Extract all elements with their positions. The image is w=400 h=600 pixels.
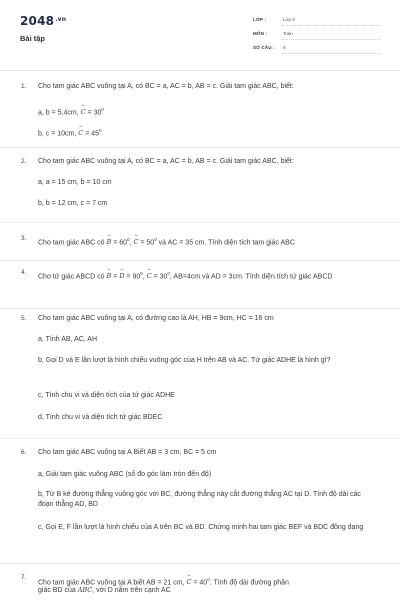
question-3: 3. Cho tam giác ABC có ^ $B = 60^0$, ^ $C = 50^0$ và AC = 35 cm. Tính diện tích tam giác ABC: [0, 223, 400, 261]
question-text: Cho tam giác ABC vuông tại A Biết AB = 3 cm, BC = 5 cm: [38, 449, 217, 456]
page-title: Bài tập: [20, 34, 46, 43]
question-6: 6. Cho tam giác ABC vuông tại A Biết AB = 3 cm, BC = 5 cm a, Giải tam giác vuông ABC (số đo góc làm tròn đến độ) b, Từ B kẻ đường thẳng vuông góc với BC, đường thẳng này cắt đường thẳng AC tại D. Tính độ dài các đoạn thẳng AD, BD c, Gọi E, F lần lượt là hình chiếu của A trên BC và BD. Chứng minh hai tam giác BEF và BDC đồng dạng: [0, 439, 400, 564]
question-text: Cho tam giác ABC vuông tại A, có BC = a, AC = b, AB = c. Giải tam giác ABC, biết:: [38, 158, 294, 165]
question-text: Cho tam giác ABC có ^ $B = 60^0$, ^ $C = 50^0$ và AC = 35 cm. Tính diện tích tam giác ABC: [38, 235, 295, 248]
question-part-d: d, Tính chu vi và diện tích tứ giác BDEC: [38, 414, 163, 421]
question-part-b: b, b = 12 cm, c = 7 cm: [38, 200, 108, 207]
question-4: 4. Cho tứ giác ABCD có ^ B = ^ $D = 90^0$, ^ $C = 30^0$, AB=4cm và AD = 3cm. Tính diện tích tứ giác ABCD: [0, 261, 400, 309]
page-header: [0, 0, 400, 62]
question-part-b: b, c = 10cm, ^ $C = 45^0$: [38, 126, 102, 139]
question-7: 7. Cho tam giác ABC vuông tại A biết AB = 21 cm, ^ $C = 40^0$. Tính độ dài đường phân giác BD của ABC, với D nằm trên cạnh AC: [0, 564, 400, 600]
question-part-c: c, Tính chu vi và diện tích của tứ giác ADHE: [38, 392, 175, 399]
question-text: Cho tứ giác ABCD có ^ B = ^ $D = 90^0$, ^ $C = 30^0$, AB=4cm và AD = 3cm. Tính diện tích tứ giác ABCD: [38, 269, 378, 282]
question-text: Cho tam giác ABC vuông tại A, có BC = a, AC = b, AB = c. Giải tam giác ABC, biết:: [38, 83, 294, 90]
question-part-a: a, a = 15 cm, b = 10 cm: [38, 179, 112, 186]
question-part-c: c, Gọi E, F lần lượt là hình chiếu của A trên BC và BD. Chứng minh hai tam giác BEF và BDC đồng dạng: [38, 524, 364, 531]
question-part-b: b, Gọi D và E lần lượt là hình chiếu vuông góc của H trên AB và AC. Tứ giác ADHE là hình gì?: [38, 357, 331, 364]
question-1: 1. Cho tam giác ABC vuông tại A, có BC = a, AC = b, AB = c. Giải tam giác ABC, biết: a, b = 5,4cm, ^ $C = 30^0$ b, c = 10cm, ^ $C = 45^0$: [0, 71, 400, 148]
question-text-line-2: giác BD của ABC, với D nằm trên cạnh AC: [38, 586, 171, 594]
question-part-a: a, b = 5,4cm, ^ $C = 30^0$: [38, 105, 104, 118]
meta-question-count: SỐ CÂU : 9: [253, 45, 380, 54]
question-text: Cho tam giác ABC vuông tại A, có đường cao là AH, HB = 9cm, HC = 16 cm: [38, 315, 274, 322]
meta-class: LỚP : Lớp 9: [253, 17, 380, 26]
question-5: 5. Cho tam giác ABC vuông tại A, có đường cao là AH, HB = 9cm, HC = 16 cm a, Tính AB, AC, AH b, Gọi D và E lần lượt là hình chiếu vuông góc của H trên AB và AC. Tứ giác ADHE là hình gì? c, Tính chu vi và diện tích của tứ giác ADHE d, Tính chu vi và diện tích tứ giác BDEC: [0, 309, 400, 439]
question-2: 2. Cho tam giác ABC vuông tại A, có BC = a, AC = b, AB = c. Giải tam giác ABC, biết: a, a = 15 cm, b = 10 cm b, b = 12 cm, c = 7 cm: [0, 148, 400, 223]
site-logo[interactable]: $2048^{.vn}$: [20, 14, 67, 28]
question-part-b: b, Từ B kẻ đường thẳng vuông góc với BC, đường thẳng này cắt đường thẳng AC tại D. Tính độ dài các đoạn thẳng AD, BD: [38, 491, 361, 508]
meta-subject: MÔN : Toán: [253, 31, 380, 40]
question-part-a: a, Tính AB, AC, AH: [38, 336, 98, 343]
question-part-a: a, Giải tam giác vuông ABC (số đo góc làm tròn đến độ): [38, 471, 212, 478]
question-text: Cho tam giác ABC vuông tại A biết AB = 21 cm, ^ $C = 40^0$. Tính độ dài đường phân: [38, 575, 289, 588]
